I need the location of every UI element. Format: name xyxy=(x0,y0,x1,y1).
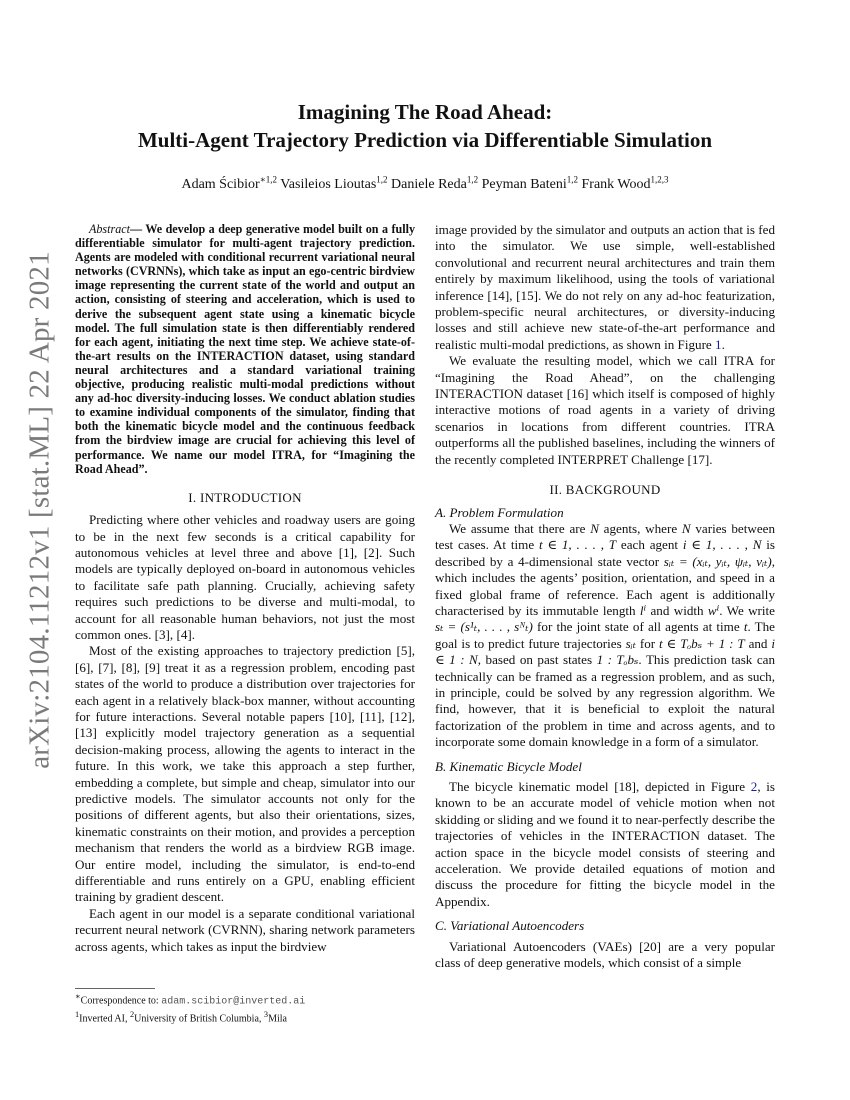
title-line-1: Imagining The Road Ahead: xyxy=(297,100,553,124)
correspondence-line: ∗Correspondence to: adam.scibior@inverted.ai xyxy=(75,992,306,1008)
paragraph: Predicting where other vehicles and roadway users are going to be in the next few seconds is a critical capability for autonomous vehicles at level three and above [1], [2]. Such models are typically deployed on-board in autonomous vehicles to facilitate safe path planning. Crucially, achieving safety requires such predictions to be diverse and multi-modal, to account for all reasonable human behaviors, not just the most common ones. [3], [4]. xyxy=(75,512,415,642)
footnote xyxy=(75,990,415,1026)
author: Vasileios Lioutas$^{1,2}$ xyxy=(280,174,388,192)
footnote-rule xyxy=(75,988,155,989)
title-line-2: Multi-Agent Trajectory Prediction via Differentiable Simulation xyxy=(137,128,713,152)
author: Daniele Reda$^{1,2}$ xyxy=(391,174,479,192)
abstract xyxy=(75,222,415,476)
figure-link[interactable]: 2 xyxy=(750,779,758,794)
paper-title xyxy=(75,98,775,154)
paragraph: Most of the existing approaches to trajectory prediction [5], [6], [7], [8], [9] treat it as a regression problem, encoding past states of the world to produce a distribution over trajectories for each agent in a relatively black-box manner, without accounting for future interactions. Several notable papers [10], [11], [12], [13] explicitly model trajectory generation as a sequential decision-making process, allowing the agents to interact in the future. In this work, we take this approach a step further, embedding a complete, but simple and cheap, simulator into our predictive models. The simulator accounts not only for the positions of different agents, but also their orientations, sizes, kinematic constraints on their motion, and provides a perception mechanism that renders the world as a birdview RGB image. Our entire model, including the simulator, is end-to-end differentiable and runs entirely on a GPU, enabling efficient training by gradient descent. xyxy=(75,643,415,905)
figure-link[interactable]: 1 xyxy=(715,336,722,352)
subsection-heading-bicycle: B. Kinematic Bicycle Model xyxy=(435,758,582,774)
arxiv-id-text: arXiv:2104.11212v1 [stat.ML] 22 Apr 2021 xyxy=(23,251,56,769)
right-column xyxy=(435,222,775,971)
paragraph: image provided by the simulator and outputs an action that is fed into the simulator. We use simple, well-established convolutional and recurrent neural architectures and train them entirely by maximum likelihood, using the tools of variational inference [14], [15]. We do not rely on any ad-hoc featurization, problem-specific neural architectures, or diversity-inducing losses and still achieve new state-of-the-art performance and realistic multi-modal predictions, as shown in Figure 1. xyxy=(435,222,775,352)
left-column xyxy=(75,222,415,955)
email-link[interactable]: adam.scibior@inverted.ai xyxy=(161,996,306,1008)
arxiv-identifier xyxy=(20,251,60,769)
author-list xyxy=(75,174,775,193)
section-heading-introduction: I. INTRODUCTION xyxy=(188,489,302,505)
paragraph: We evaluate the resulting model, which we call ITRA for “Imagining the Road Ahead”, on the challenging INTERACTION dataset [16] which itself is composed of highly interactive motions of road agents in a variety of driving scenarios in locations from different countries. ITRA outperforms all the published baselines, including the winners of the recently completed INTERPRET Challenge [17]. xyxy=(435,353,775,467)
author: Frank Wood$^{1,2,3}$ xyxy=(581,174,669,192)
affiliations-line: $^1$Inverted AI, $^2$University of British Columbia, $^3$Mila xyxy=(75,1010,287,1025)
author: Adam Ścibior$^{∗1,2}$ xyxy=(181,174,277,192)
author: Peyman Bateni$^{1,2}$ xyxy=(481,174,578,192)
paragraph: Each agent in our model is a separate conditional variational recurrent neural network (CVRNN), sharing network parameters across agents, which takes as input the birdview xyxy=(75,905,415,954)
section-heading-background: II. BACKGROUND xyxy=(549,482,661,498)
paragraph: We assume that there are N agents, where N varies between test cases. At time t ∈ 1, . . . , T each agent i ∈ 1, . . . , N is described by a 4-dimensional state vector sᵢₜ = (xᵢₜ, yᵢₜ, ψᵢₜ, vᵢₜ), which includes the agents’ position, orientation, and speed in a fixed global frame of reference. Each agent is additionally characterised by its immutable length lⁱ and width wⁱ. We write sₜ = (s¹ₜ, . . . , sᴺₜ) for the joint state of all agents at time t. The goal is to predict future trajectories sᵢₜ for t ∈ Tₒbₛ + 1 : T and i ∈ 1 : N, based on past states 1 : Tₒbₛ. This prediction task can technically can be framed as a regression problem, and as such, in principle, could be solved by any regression algorithm. We find, however, that it is beneficial to exploit the natural factorization of the problem in time and across agents, and to incorporate some domain knowledge in a form of a simulator. xyxy=(435,520,776,750)
abstract-text: — We develop a deep generative model built on a fully differentiable simulator for multi-agent trajectory prediction. Agents are modeled with conditional recurrent variational neural networks (CVRNNs), which take as input an ego-centric birdview image representing the current state of the world and output an action, consisting of steering and acceleration, which is used to derive the subsequent agent state using a kinematic bicycle model. The full simulation state is then differentiably rendered for each agent, initiating the next time step. We achieve state-of-the-art results on the INTERACTION dataset, using standard neural architectures and a standard variational training objective, producing realistic multi-modal predictions without any ad-hoc diversity-inducing losses. We conduct ablation studies to examine individual components of the simulator, finding that both the kinematic bicycle model and the continuous feedback from the birdview image are crucial for achieving this level of performance. We name our model ITRA, for “Imagining the Road Ahead”. xyxy=(75,222,415,476)
paragraph: Variational Autoencoders (VAEs) [20] are a very popular class of deep generative models, which consist of a simple xyxy=(435,938,775,971)
subsection-heading-vae: C. Variational Autoencoders xyxy=(435,918,585,934)
abstract-label: Abstract xyxy=(89,222,130,236)
paragraph: The bicycle kinematic model [18], depicted in Figure 2, is known to be an accurate model of vehicle motion when not skidding or sliding and we found it to near-perfectly describe the trajectories of vehicles in the INTERACTION dataset. The action space in the bicycle model consists of steering and acceleration. We provide detailed equations of motion and discuss the procedure for fitting the bicycle model in the Appendix. xyxy=(435,779,775,909)
subsection-heading-problem: A. Problem Formulation xyxy=(435,504,564,520)
